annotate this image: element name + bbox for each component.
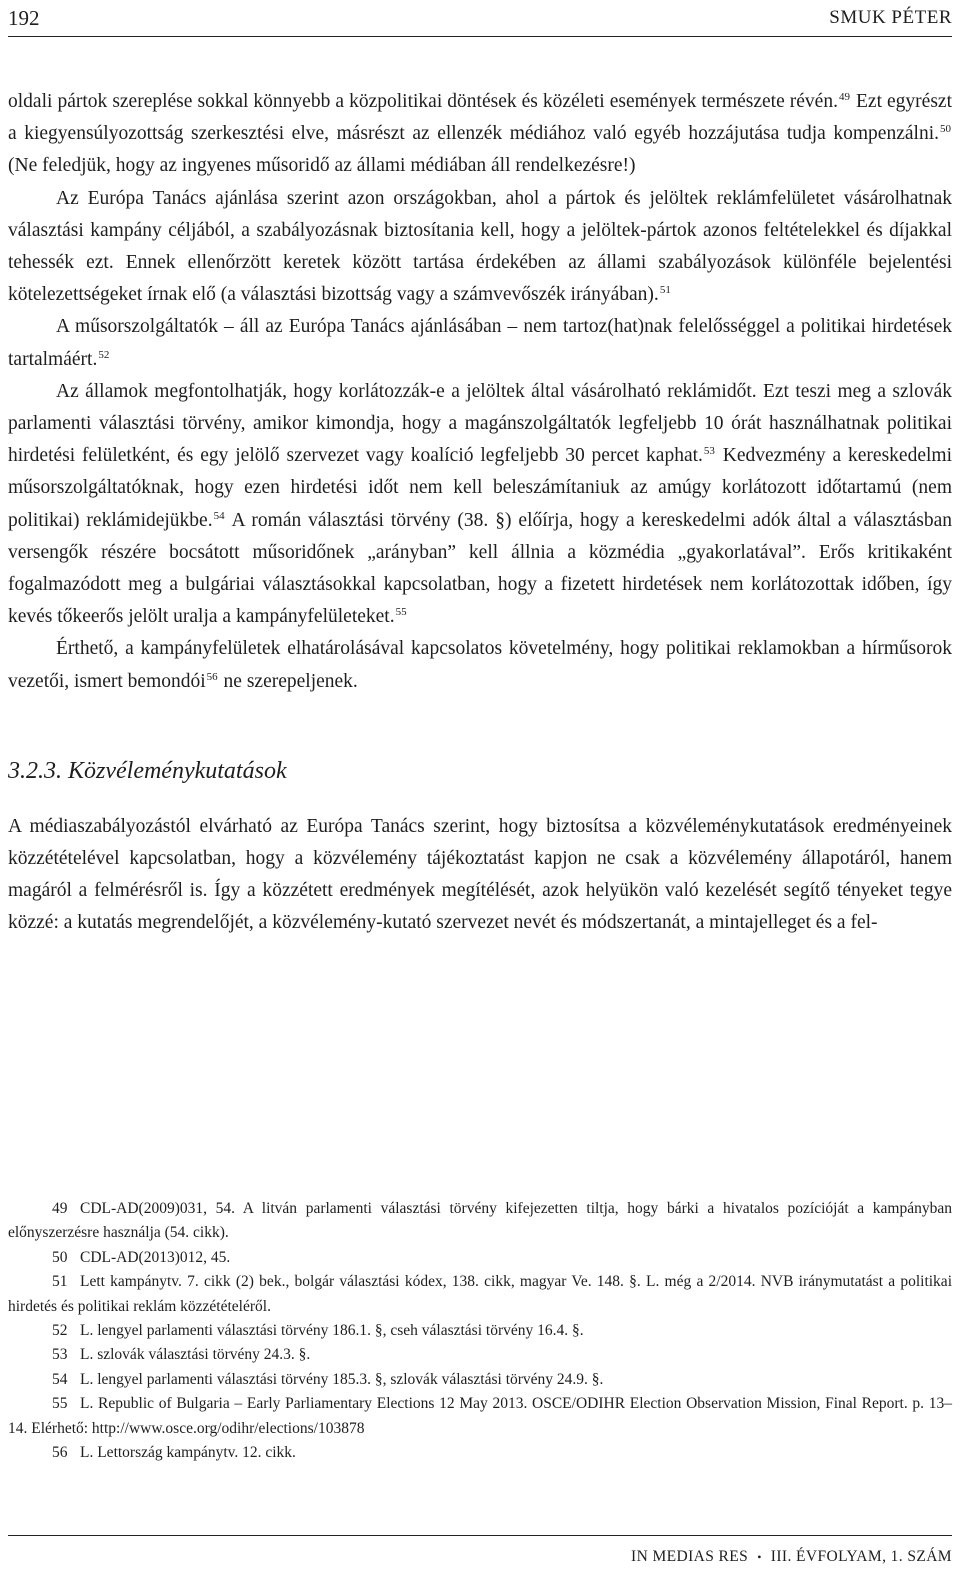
footnote-number: 55 (52, 1395, 68, 1413)
footnotes (8, 1197, 952, 1465)
footnote (8, 1197, 952, 1246)
text-run: ne szerepeljenek. (218, 670, 358, 692)
footnote-text: L. lengyel parlamenti választási törvény 186.1. §, cseh választási törvény 16.4. §. (80, 1322, 584, 1340)
footnote-number: 56 (52, 1444, 68, 1462)
footnote (8, 1368, 952, 1392)
footnote-text: L. lengyel parlamenti választási törvény 185.3. §, szlovák választási törvény 24.9. §. (80, 1370, 604, 1388)
body-text (8, 86, 952, 940)
paragraph (8, 183, 952, 312)
text-run: Kedvezmény a kereskedelmi műsorszolgáltatóknak, hogy ezen hirdetési időt nem kell beleszámítaniuk az amúgy korlátozott időtartamú (nem politikai) reklámidejükbe. (8, 445, 952, 531)
footnote-number: 50 (52, 1248, 68, 1266)
footnote-ref[interactable]: 54 (213, 509, 225, 522)
footnote-text: L. Republic of Bulgaria – Early Parliamentary Elections 12 May 2013. OSCE/ODIHR Election Observation Mission, Final Report. p. 13–14. Elérhető: http://www.osce.org/odihr/elections/103878 (8, 1395, 952, 1437)
journal-name: IN MEDIAS RES (631, 1548, 749, 1565)
footnote (8, 1441, 952, 1465)
footnote-text: CDL-AD(2009)031, 54. A litván parlamenti választási törvény kifejezetten tiltja, hogy bárki a hivatalos pozícióját a kampányban előnyszerzésre használja (54. cikk). (8, 1200, 952, 1242)
paragraph (8, 633, 952, 697)
page-footer (8, 1535, 952, 1578)
section-paragraph: A médiaszabályozástól elvárható az Európa Tanács szerint, hogy biztosítsa a közvéleménykutatások eredményeinek közzétételével kapcsolatban, hogy a közvélemény tájékoztatást kapjon ne csak a közvélemény állapotáról, hanem magáról a felmérésről is. Így a közzétett eredmények megítélését, azok helyükön való kezelését segítő tényeket tegye közzé: a kutatás megrendelőjét, a közvélemény-kutató szervezet nevét és módszertanát, a mintajelleget és a fel- (8, 815, 952, 934)
footer-separator: • (757, 1549, 762, 1564)
footnote-number: 53 (52, 1346, 68, 1364)
footnote-ref[interactable]: 50 (940, 123, 951, 136)
footnote-text: Lett kampánytv. 7. cikk (2) bek., bolgár választási kódex, 138. cikk, magyar Ve. 148. §. L. még a 2/2014. NVB iránymutatást a politikai hirdetés és politikai reklám közzétételéről. (8, 1273, 952, 1315)
page-header (8, 0, 952, 37)
section-heading: 3.2.3. Közvéleménykutatások (8, 757, 287, 784)
footnote-ref[interactable]: 49 (838, 91, 850, 103)
text-run: Érthető, a kampányfelületek elhatárolásával kapcsolatos követelmény, hogy politikai reklamokban a hírműsorok vezetői, ismert bemondói (8, 638, 952, 692)
paragraph (8, 376, 952, 634)
footnote (8, 1270, 952, 1319)
text-run: (Ne feledjük, hogy az ingyenes műsoridő az állami médiában áll rendelkezésre!) (8, 155, 636, 177)
footnote-ref[interactable]: 53 (703, 445, 715, 458)
text-run: oldali pártok szereplése sokkal könnyebb a közpolitikai döntések és közéleti események természete révén. (8, 91, 838, 112)
footnote-ref[interactable]: 55 (395, 606, 407, 619)
paragraphs (8, 86, 952, 698)
text-run: A román választási törvény (38. §) előírja, hogy a kereskedelmi adók által a választásban versengők részére bocsátott műsoridőnek „arányban” kell állnia a közmédia „gyakorlatával”. Erős kritikaként fogalmazódott meg a bulgáriai választásokkal kapcsolatban, hogy a fizetett hirdetések nem korlátozottak időben, így kevés tőkeerős jelölt uralja a kampányfelületeket. (8, 509, 952, 628)
issue-info: III. ÉVFOLYAM, 1. SZÁM (770, 1548, 952, 1565)
footnote-ref[interactable]: 52 (98, 348, 110, 361)
page-number: 192 (8, 5, 40, 30)
text-run: A műsorszolgáltatók – áll az Európa Tanács ajánlásában – nem tartoz(hat)nak felelősséggel a politikai hirdetések tartalmáért. (8, 316, 952, 370)
paragraph (8, 311, 952, 375)
footnote-number: 52 (52, 1322, 68, 1340)
footnote-number: 51 (52, 1273, 68, 1291)
footnote-text: L. szlovák választási törvény 24.3. §. (80, 1346, 311, 1364)
footnote (8, 1343, 952, 1367)
footnote-number: 49 (52, 1200, 68, 1217)
footnote-ref[interactable]: 56 (206, 670, 218, 683)
footnote-text: CDL-AD(2013)012, 45. (80, 1248, 231, 1266)
running-title: SMUK PÉTER (829, 7, 952, 28)
footnote (8, 1392, 952, 1441)
paragraph (8, 86, 952, 183)
text-run: Az Európa Tanács ajánlása szerint azon országokban, ahol a pártok és jelöltek reklámfelületet vásárolhatnak választási kampány céljából, a szabályozásnak biztosítania kell, hogy a jelöltek-pártok azonos feltételekkel és díjakkal tehessék ezt. Ennek ellenőrzött keretek között tartása érdekében az állami szabályozások különféle bejelentési kötelezettségeket írnak elő (a választási bizottság vagy a számvevőszék irányában). (8, 187, 952, 306)
footnote-number: 54 (52, 1370, 68, 1388)
footnote (8, 1246, 952, 1270)
text-run: Az államok megfontolhatják, hogy korlátozzák-e a jelöltek által vásárolható reklámidőt. Ezt teszi meg a szlovák parlamenti választási törvény, amikor kimondja, hogy a magánszolgáltatók legfeljebb 10 órát használhatnak politikai hirdetési felületként, és egy jelölő szervezet vagy koalíció legfeljebb 30 percet kaphat. (8, 380, 952, 467)
footnote (8, 1319, 952, 1343)
text-run: Ezt egyrészt a kiegyensúlyozottság szerkesztési elve, másrészt az ellenzék médiához való egyéb hozzájutása tudja kompenzálni. (8, 91, 952, 145)
footnote-ref[interactable]: 51 (659, 284, 671, 297)
footnote-text: L. Lettország kampánytv. 12. cikk. (80, 1444, 296, 1462)
